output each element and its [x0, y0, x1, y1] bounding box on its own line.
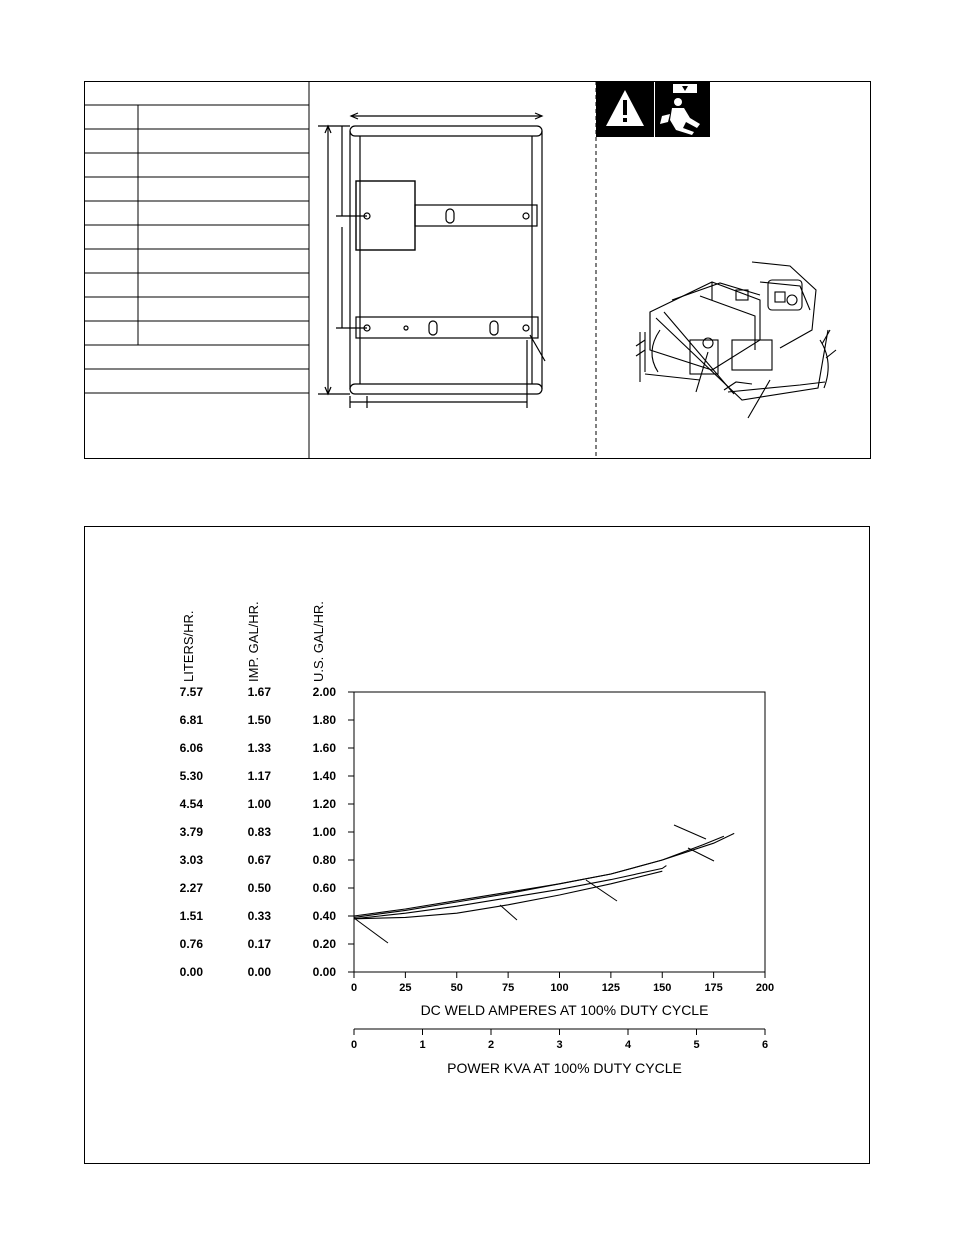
x-tick-label: 75	[502, 982, 515, 994]
y-axis-label: U.S. GAL/HR.	[311, 601, 326, 682]
x-tick-label: 1	[419, 1039, 426, 1051]
x-tick-label: 0	[350, 982, 358, 994]
y-tick-label: 0.33	[247, 909, 271, 923]
y-tick-label: 3.03	[179, 853, 203, 867]
y-tick-label: 6.06	[179, 741, 203, 755]
y-tick-label: 1.67	[247, 685, 271, 699]
x-tick-label: 100	[550, 982, 569, 994]
x-tick-label: 125	[601, 982, 621, 994]
y-tick-label: 3.79	[179, 825, 203, 839]
x-axis-label: DC WELD AMPERES AT 100% DUTY CYCLE	[420, 1002, 709, 1018]
x-tick-label: 200	[755, 982, 775, 994]
x-tick-label: 2	[487, 1039, 495, 1051]
x-tick-label: 4	[624, 1039, 632, 1051]
y-tick-label: 0.50	[247, 881, 271, 895]
plot-area	[354, 692, 765, 972]
y-tick-label: 0.00	[312, 965, 336, 979]
x-tick-label: 5	[693, 1039, 700, 1051]
x-tick-label: 25	[399, 982, 412, 994]
callout-leader	[500, 905, 517, 920]
x-tick-label: 175	[704, 982, 723, 994]
y-tick-label: 0.60	[312, 881, 336, 895]
fuel-curve	[354, 836, 724, 917]
x-tick-label: 6	[761, 1039, 769, 1051]
x-tick-label: 3	[556, 1039, 563, 1051]
x-tick-label: 150	[653, 982, 672, 994]
y-tick-label: 7.57	[179, 685, 203, 699]
y-tick-label: 1.20	[312, 797, 336, 811]
y-tick-label: 0.00	[179, 965, 203, 979]
y-tick-label: 1.50	[247, 713, 271, 727]
y-tick-label: 1.40	[312, 769, 336, 783]
y-tick-label: 1.33	[247, 741, 271, 755]
y-tick-label: 0.17	[247, 937, 271, 951]
callout-leader	[688, 848, 714, 861]
callout-leader	[354, 918, 388, 943]
x-tick-label: 50	[450, 982, 463, 994]
y-tick-label: 1.60	[312, 741, 336, 755]
y-tick-label: 0.20	[312, 937, 336, 951]
y-tick-label: 1.51	[179, 909, 203, 923]
y-tick-label: 0.00	[247, 965, 271, 979]
y-tick-label: 2.00	[312, 685, 336, 699]
y-tick-label: 0.80	[312, 853, 336, 867]
y-axis-label: IMP. GAL/HR.	[246, 601, 261, 682]
fuel-curve	[354, 833, 734, 916]
x-axis-label: POWER KVA AT 100% DUTY CYCLE	[447, 1060, 682, 1076]
y-tick-label: 0.67	[247, 853, 271, 867]
y-tick-label: 1.00	[312, 825, 336, 839]
y-tick-label: 2.27	[179, 881, 203, 895]
callout-leader	[674, 825, 706, 839]
y-tick-label: 0.83	[247, 825, 271, 839]
y-tick-label: 5.30	[179, 769, 203, 783]
y-tick-label: 6.81	[179, 713, 203, 727]
y-tick-label: 4.54	[179, 797, 203, 811]
y-tick-label: 1.80	[312, 713, 336, 727]
y-tick-label: 1.17	[247, 769, 271, 783]
y-axis-label: LITERS/HR.	[181, 610, 196, 682]
y-tick-label: 0.40	[312, 909, 336, 923]
y-tick-label: 1.00	[247, 797, 271, 811]
x-tick-label: 0	[350, 1039, 358, 1051]
y-tick-label: 0.76	[179, 937, 203, 951]
